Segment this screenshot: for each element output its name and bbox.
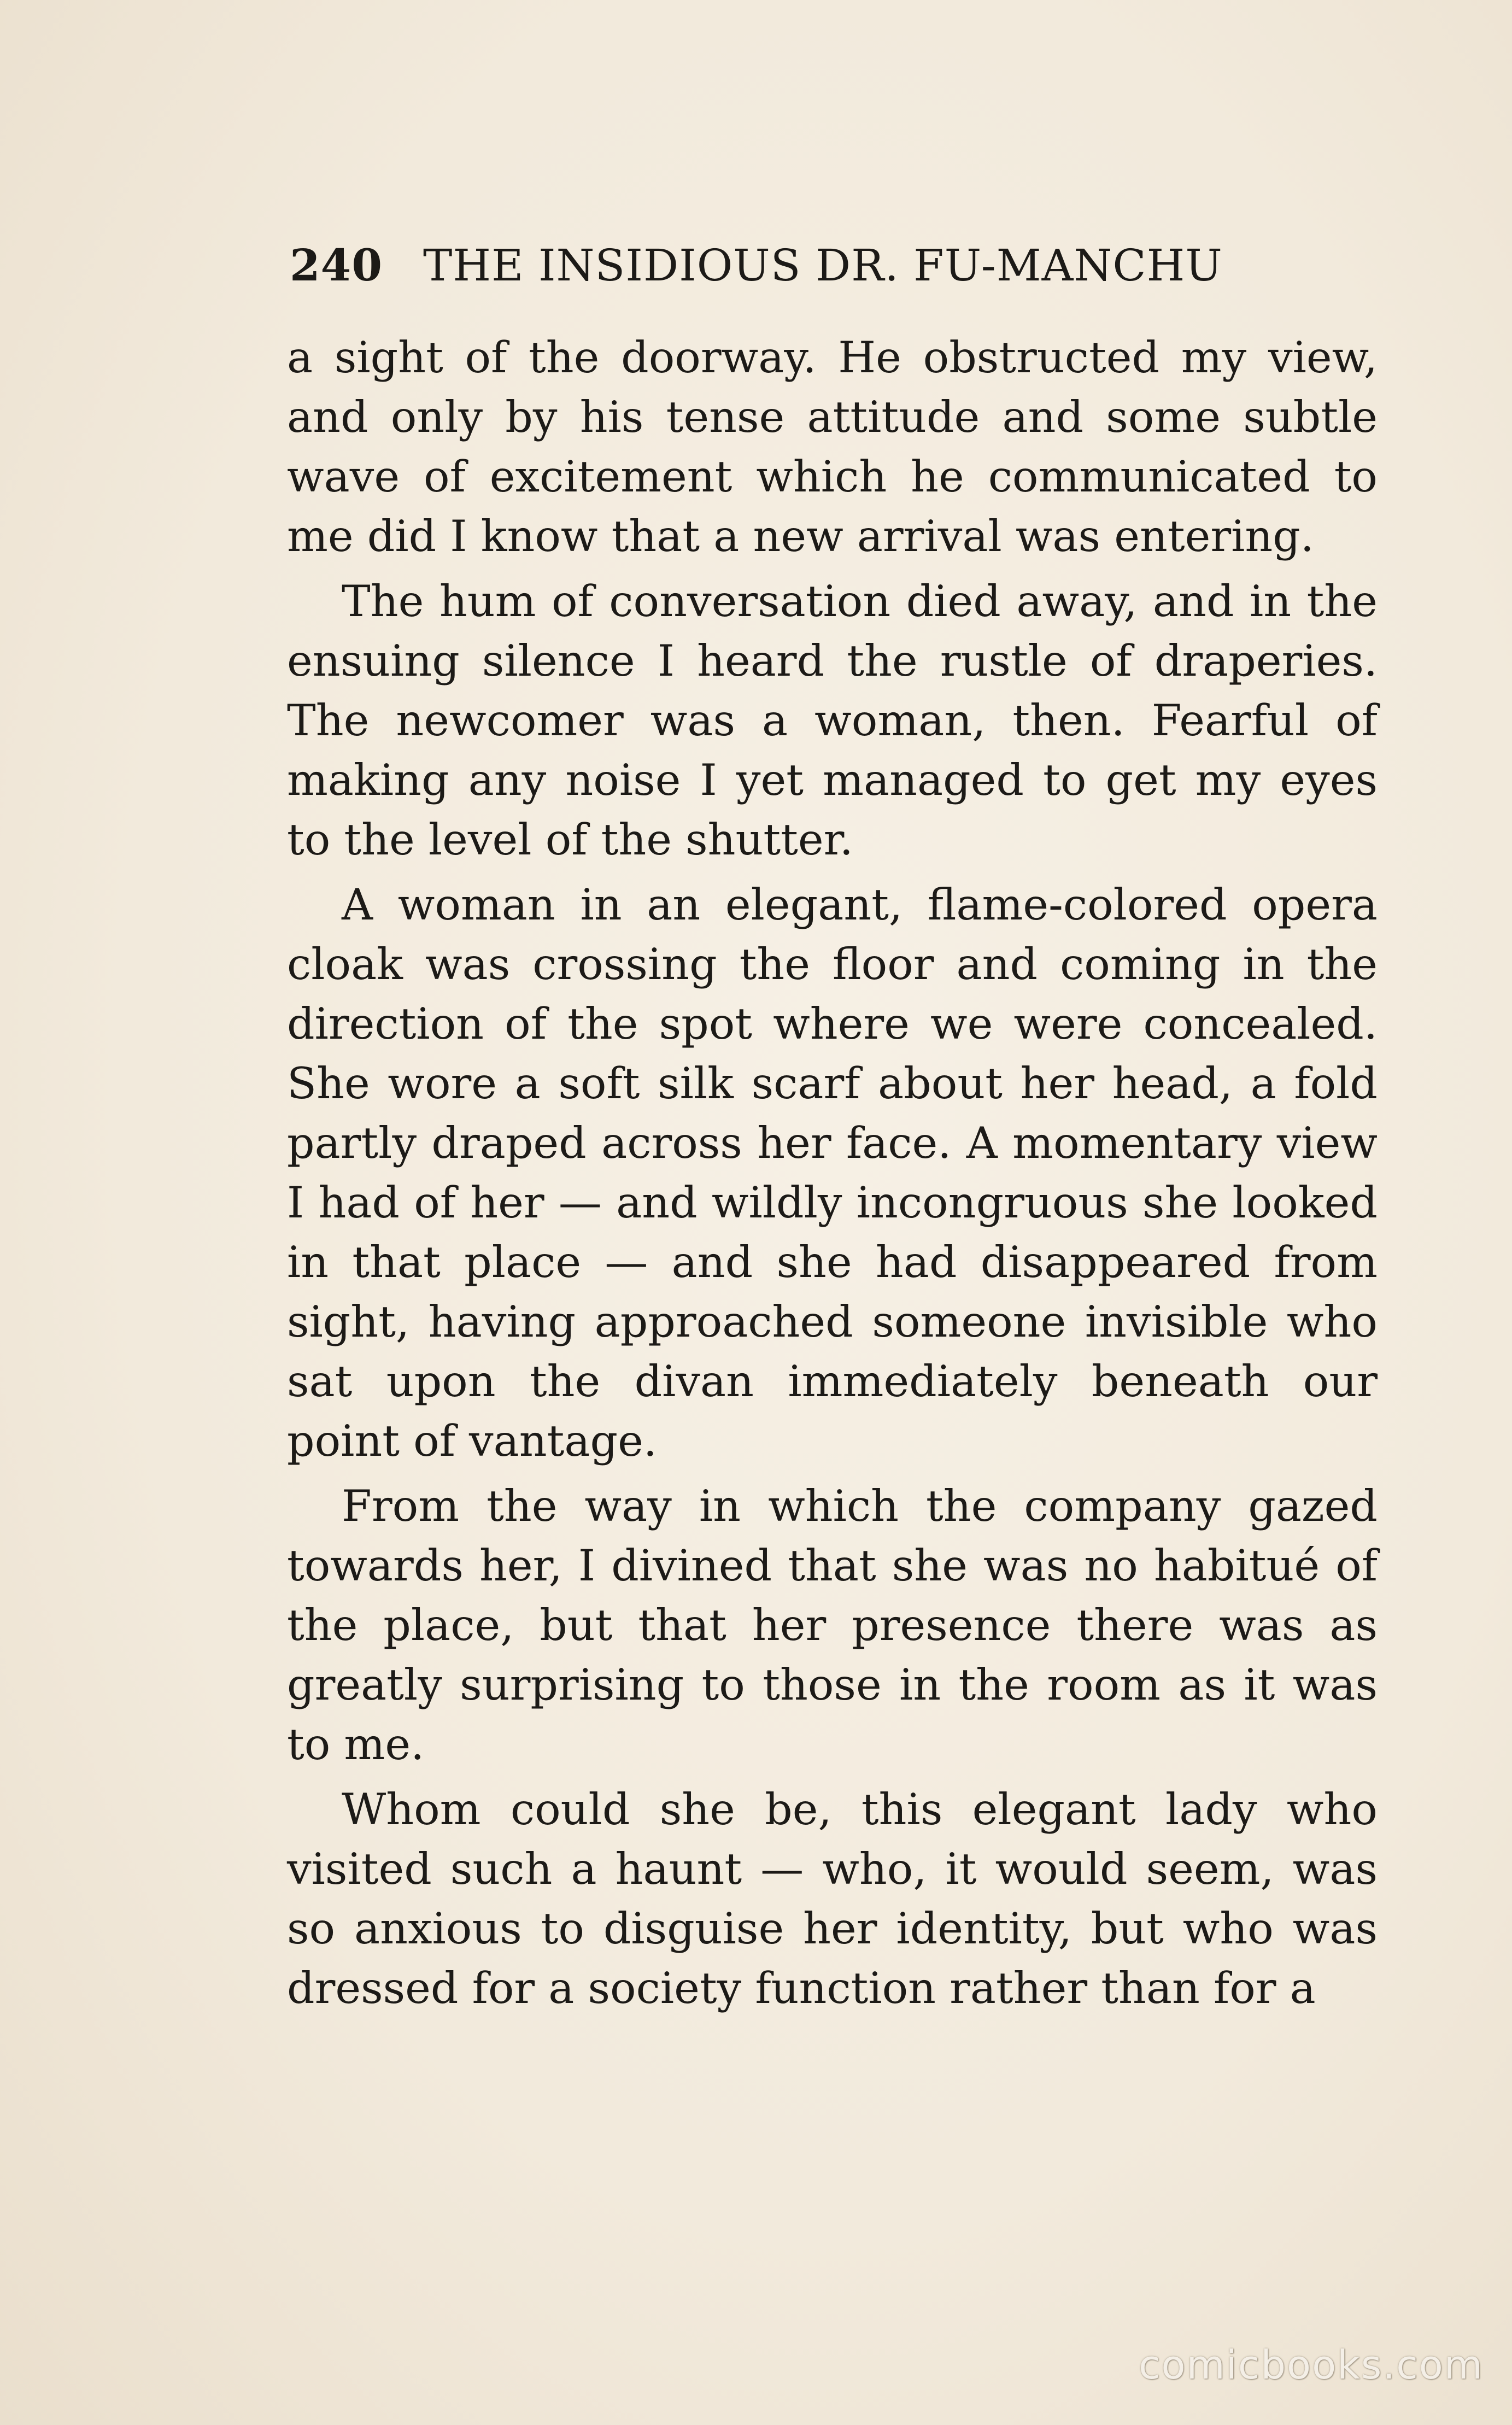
running-head bbox=[290, 235, 1339, 295]
watermark: comicbooks.com bbox=[1138, 2342, 1484, 2388]
body-text bbox=[287, 328, 1378, 2024]
book-title: THE INSIDIOUS DR. FU-MANCHU bbox=[423, 240, 1223, 291]
paragraph-3: A woman in an elegant, flame-colored opera cloak was crossing the floor and coming in the direction of the spot where we were concealed. She wore a soft silk scarf about her head, a fold partly draped across her face. A momentary view I had of her — and wildly incongruous she looked in that place — and she had disappeared from sight, having approached someone invisible who sat upon the divan immediately beneath our point of vantage. bbox=[287, 880, 1378, 1466]
paragraph-5: Whom could she be, this elegant lady who visited such a haunt — who, it would seem, was so anxious to disguise her identity, but who was dressed for a society function rather than for a bbox=[287, 1784, 1378, 2013]
paragraph-1: a sight of the doorway. He obstructed my view, and only by his tense attitude and some subtle wave of excitement which he communicated to me did I know that a new arrival was entering. bbox=[287, 332, 1378, 561]
page-number: 240 bbox=[290, 239, 383, 291]
paragraph-2: The hum of conversation died away, and in the ensuing silence I heard the rustle of draperies. The newcomer was a woman, then. Fearful of making any noise I yet managed to get my eyes to the level of the shutter. bbox=[287, 576, 1378, 865]
paragraph-4: From the way in which the company gazed towards her, I divined that she was no habitué of the place, but that her presence there was as greatly surprising to those in the room as it was to me. bbox=[287, 1481, 1378, 1770]
